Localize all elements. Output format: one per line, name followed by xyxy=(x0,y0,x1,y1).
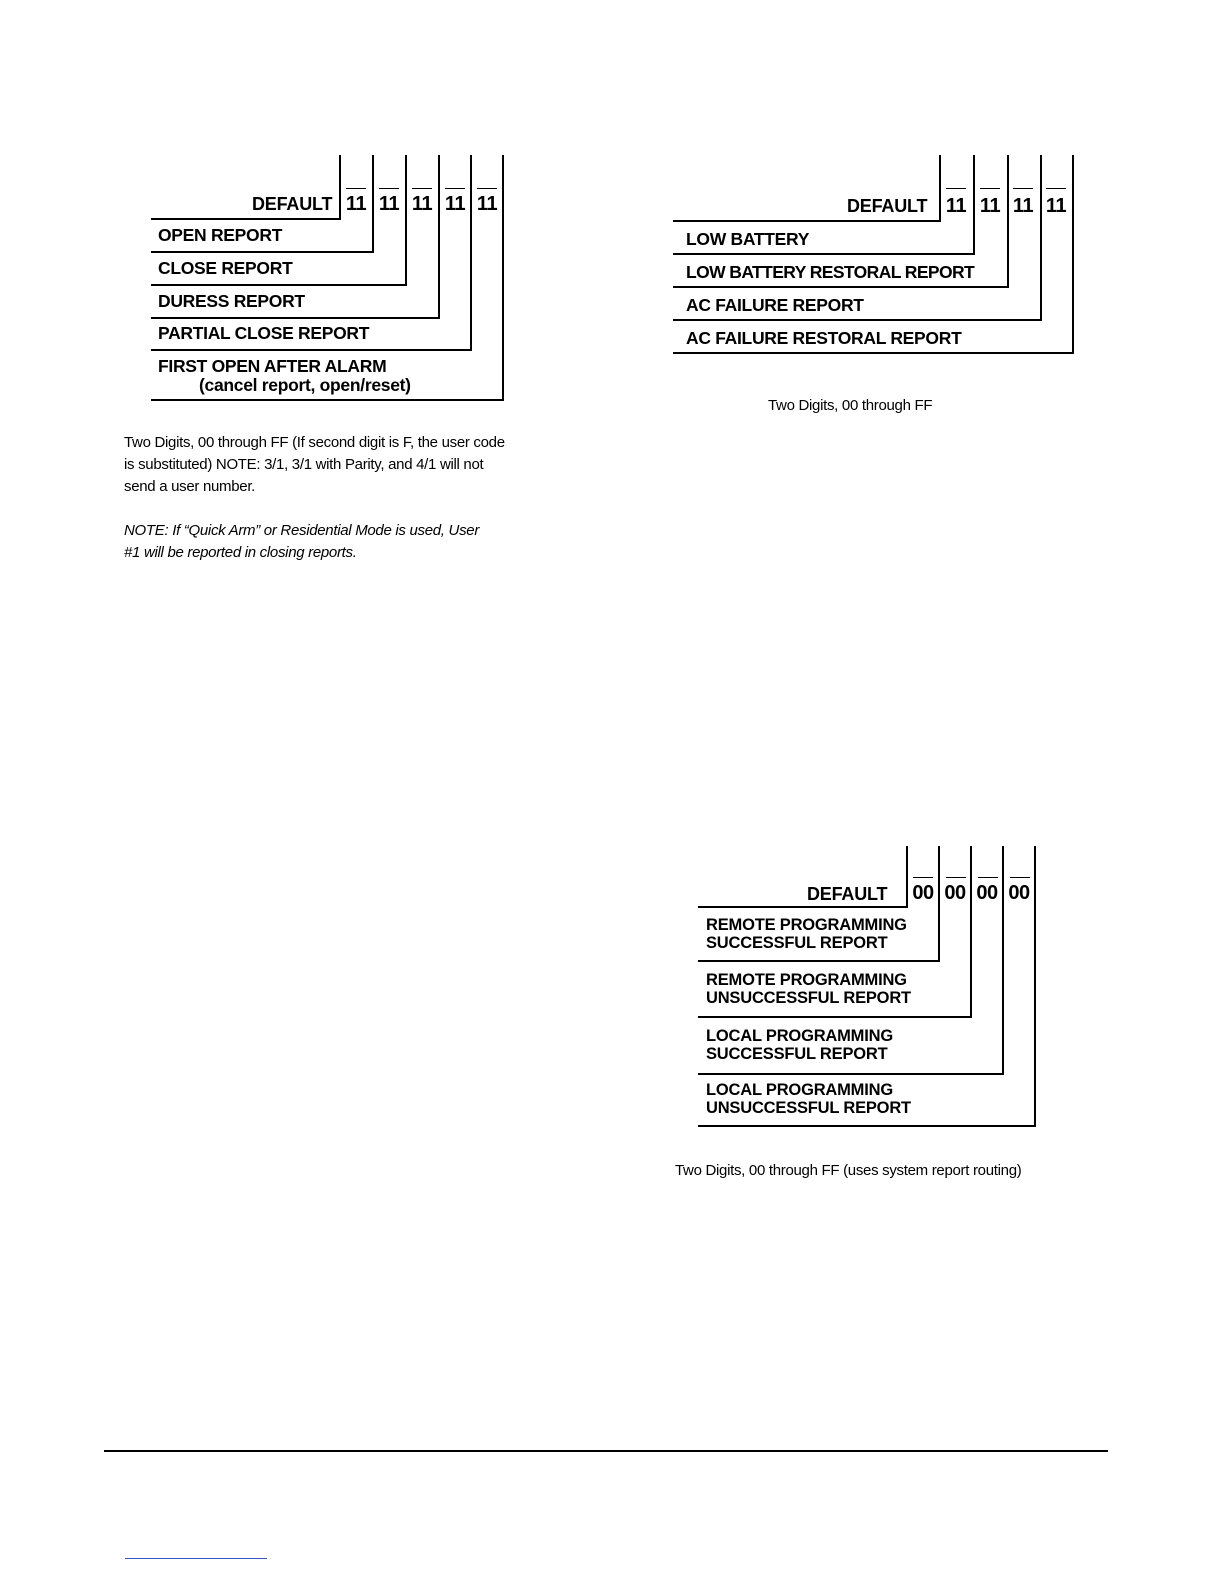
label-line: SUCCESSFUL REPORT xyxy=(706,1045,888,1063)
open-report-label: OPEN REPORT xyxy=(158,225,283,245)
partial-close-report-label: PARTIAL CLOSE REPORT xyxy=(158,323,370,343)
note-line: #1 will be reported in closing reports. xyxy=(124,544,357,561)
battery-ac-caption: Two Digits, 00 through FF xyxy=(768,397,933,414)
first-open-after-alarm-label: FIRST OPEN AFTER ALARM xyxy=(158,356,387,376)
default-digit: 11 xyxy=(476,193,498,215)
quick-arm-note xyxy=(124,520,479,564)
default-digit: 00 xyxy=(912,882,934,904)
default-digit: 11 xyxy=(444,193,466,215)
default-digit: 11 xyxy=(1012,195,1034,217)
low-battery-restoral-label: LOW BATTERY RESTORAL REPORT xyxy=(686,262,975,282)
remote-programming-successful-label xyxy=(706,916,907,952)
remote-programming-unsuccessful-label xyxy=(706,971,911,1007)
default-digit: 11 xyxy=(1045,195,1067,217)
label-line: REMOTE PROGRAMMING xyxy=(706,916,907,934)
programming-caption: Two Digits, 00 through FF (uses system report routing) xyxy=(675,1162,1022,1179)
default-label: DEFAULT xyxy=(807,884,888,904)
default-digit: 00 xyxy=(976,882,998,904)
duress-report-label: DURESS REPORT xyxy=(158,291,305,311)
label-line: LOCAL PROGRAMMING xyxy=(706,1081,893,1099)
caption-line: send a user number. xyxy=(124,478,256,495)
label-line: UNSUCCESSFUL REPORT xyxy=(706,989,911,1007)
default-digit: 00 xyxy=(944,882,966,904)
footer-link-underline xyxy=(125,1558,267,1559)
first-open-after-alarm-sublabel: (cancel report, open/reset) xyxy=(199,375,411,395)
default-label: DEFAULT xyxy=(847,196,928,216)
label-line: SUCCESSFUL REPORT xyxy=(706,934,888,952)
open-close-caption xyxy=(124,432,505,498)
caption-line: Two Digits, 00 through FF (If second digit is F, the user code xyxy=(124,434,505,451)
default-digit: 11 xyxy=(345,193,367,215)
ac-failure-restoral-label: AC FAILURE RESTORAL REPORT xyxy=(686,328,962,348)
default-label: DEFAULT xyxy=(252,194,333,214)
default-digit: 11 xyxy=(411,193,433,215)
default-digit: 11 xyxy=(378,193,400,215)
note-line: NOTE: If “Quick Arm” or Residential Mode is used, User xyxy=(124,522,480,539)
local-programming-successful-label xyxy=(706,1027,893,1063)
default-digit: 11 xyxy=(945,195,967,217)
local-programming-unsuccessful-label xyxy=(706,1081,911,1117)
default-digit: 00 xyxy=(1008,882,1030,904)
footer-rule xyxy=(104,1450,1108,1452)
label-line: LOCAL PROGRAMMING xyxy=(706,1027,893,1045)
label-line: REMOTE PROGRAMMING xyxy=(706,971,907,989)
default-digit: 11 xyxy=(979,195,1001,217)
close-report-label: CLOSE REPORT xyxy=(158,258,293,278)
caption-line: is substituted) NOTE: 3/1, 3/1 with Parity, and 4/1 will not xyxy=(124,456,484,473)
low-battery-label: LOW BATTERY xyxy=(686,229,810,249)
label-line: UNSUCCESSFUL REPORT xyxy=(706,1099,911,1117)
ac-failure-label: AC FAILURE REPORT xyxy=(686,295,864,315)
